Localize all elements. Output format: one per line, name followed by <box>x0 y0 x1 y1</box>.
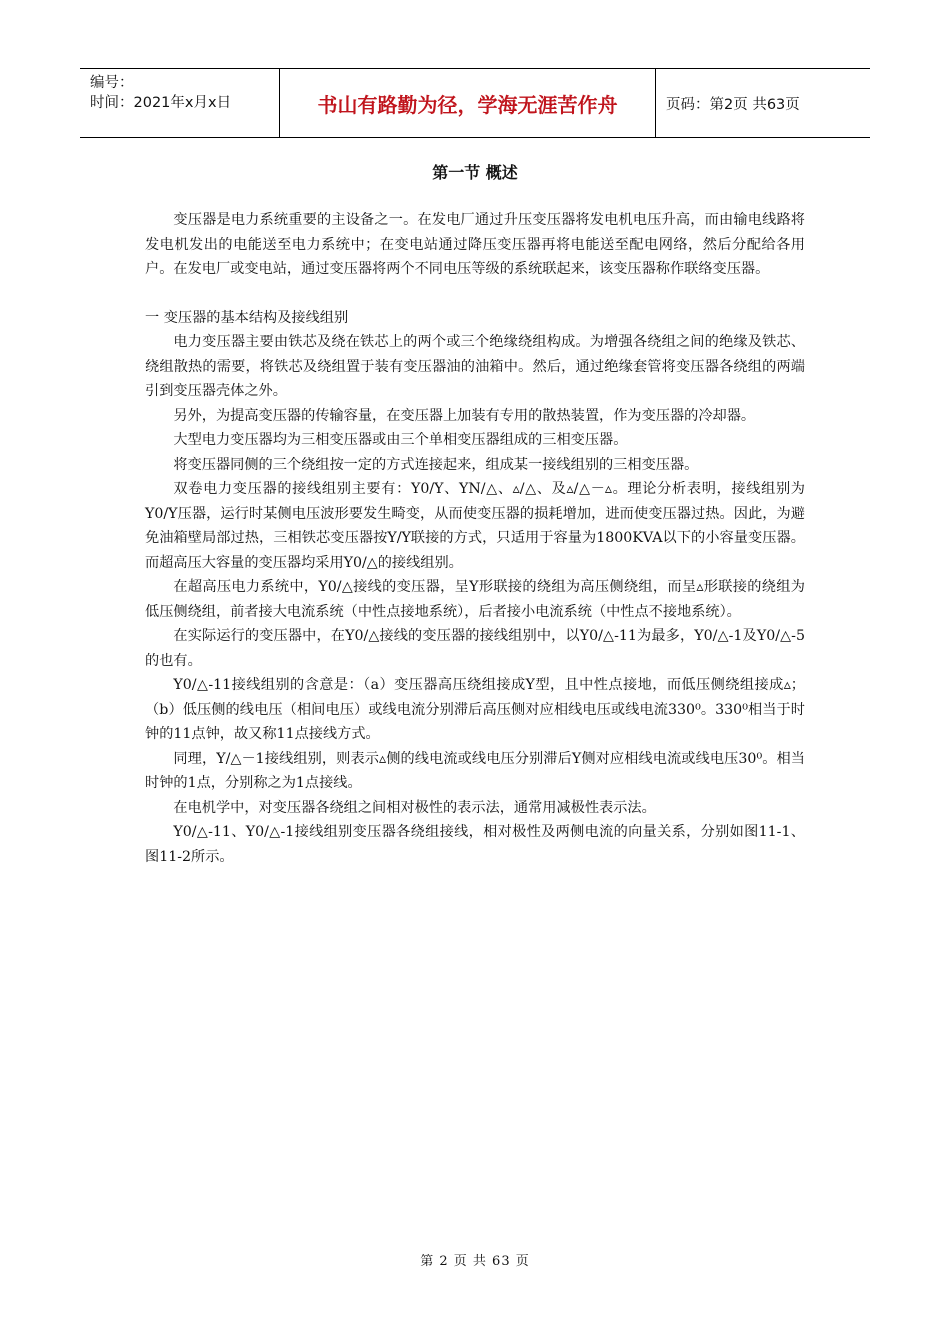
doc-date: 时间：2021年x月x日 <box>90 95 232 111</box>
subsection-heading: 一 变压器的基本结构及接线组别 <box>145 309 349 326</box>
document-body <box>145 208 805 869</box>
page-header <box>80 68 870 138</box>
paragraph: 在超高压电力系统中，Y0/△接线的变压器，呈Y形联接的绕组为高压侧绕组，而呈▵形联接的绕组为低压侧绕组，前者接大电流系统（中性点接地系统），后者接小电流系统（中性点不接地系统）。 <box>145 579 805 620</box>
paragraph: 在实际运行的变压器中，在Y0/△接线的变压器的接线组别中，以Y0/△-11为最多，Y0/△-1及Y0/△-5的也有。 <box>145 628 805 669</box>
paragraph: 将变压器同侧的三个绕组按一定的方式连接起来，组成某一接线组别的三相变压器。 <box>173 456 699 473</box>
header-motto: 书山有路勤为径，学海无涯苦作舟 <box>280 69 656 137</box>
paragraph: Y0/△-11接线组别的含意是：（a）变压器高压绕组接成Y型，且中性点接地，而低压侧绕组接成▵；（b）低压侧的线电压（相间电压）或线电流分别滞后高压侧对应相线电压或线电流330⁰。330⁰相当于时钟的11点钟，故又称11点接线方式。 <box>145 677 805 742</box>
paragraph: 同理，Y/△－1接线组别，则表示▵侧的线电流或线电压分别滞后Y侧对应相线电流或线电压30⁰。相当时钟的1点，分别称之为1点接线。 <box>145 750 805 791</box>
doc-number-label: 编号： <box>90 75 134 91</box>
paragraph: 双卷电力变压器的接线组别主要有：Y0/Y、YN/△、▵/△、及▵/△－▵。理论分析表明，接线组别为Y0/Y压器，运行时某侧电压波形要发生畸变，从而使变压器的损耗增加，进而使变压器过热。因此，为避免油箱壁局部过热，三相铁芯变压器按Y/Y联接的方式，只适用于容量为1800KVA以下的小容量变压器。而超高压大容量的变压器均采用Y0/△的接线组别。 <box>145 481 805 571</box>
page-footer: 第 2 页 共 63 页 <box>420 1254 530 1269</box>
paragraph: 变压器是电力系统重要的主设备之一。在发电厂通过升压变压器将发电机电压升高，而由输电线路将发电机发出的电能送至电力系统中；在变电站通过降压变压器再将电能送至配电网络，然后分配给各用户。在发电厂或变电站，通过变压器将两个不同电压等级的系统联起来，该变压器称作联络变压器。 <box>145 212 805 277</box>
paragraph: 电力变压器主要由铁芯及绕在铁芯上的两个或三个绝缘绕组构成。为增强各绕组之间的绝缘及铁芯、绕组散热的需要，将铁芯及绕组置于装有变压器油的油箱中。然后，通过绝缘套管将变压器各绕组的两端引到变压器壳体之外。 <box>145 334 805 399</box>
header-meta <box>80 69 280 137</box>
paragraph: Y0/△-11、Y0/△-1接线组别变压器各绕组接线，相对极性及两侧电流的向量关系，分别如图11-1、图11-2所示。 <box>145 824 805 865</box>
section-title: 第一节 概述 <box>432 163 518 182</box>
header-page-info: 页码：第2页 共63页 <box>666 96 800 113</box>
paragraph: 大型电力变压器均为三相变压器或由三个单相变压器组成的三相变压器。 <box>173 432 628 448</box>
paragraph: 在电机学中，对变压器各绕组之间相对极性的表示法，通常用减极性表示法。 <box>173 799 656 816</box>
paragraph: 另外，为提高变压器的传输容量，在变压器上加装有专用的散热装置，作为变压器的冷却器。 <box>173 407 756 424</box>
